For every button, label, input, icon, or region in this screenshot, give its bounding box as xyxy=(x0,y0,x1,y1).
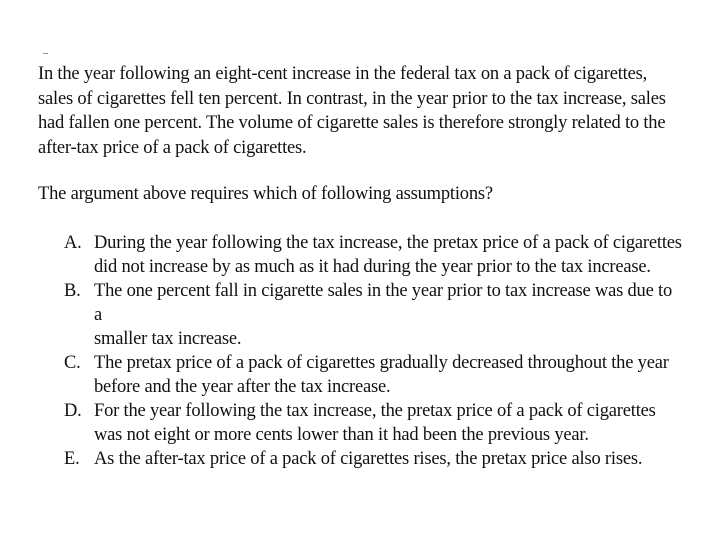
choice-letter: D. xyxy=(64,401,82,421)
answer-choice-e xyxy=(64,447,684,471)
stray-mark xyxy=(43,53,48,54)
answer-choice-d xyxy=(64,399,684,447)
passage-text: In the year following an eight-cent increase in the federal tax on a pack of cigarettes, sales of cigarettes fell ten percent. In contrast, in the year prior to the tax increase, sales had fallen one percent. The volume of cigarette sales is therefore strongly related to the after-tax price of a pack of cigarettes. xyxy=(38,64,666,158)
question-stem: The argument above requires which of following assumptions? xyxy=(38,184,493,204)
answer-choices-list xyxy=(64,231,684,471)
answer-choice-b xyxy=(64,279,684,351)
choice-text: For the year following the tax increase, the pretax price of a pack of cigarettes was not eight or more cents lower than it had been the previous year. xyxy=(94,401,656,445)
answer-choice-c xyxy=(64,351,684,399)
choice-text: As the after-tax price of a pack of cigarettes rises, the pretax price also rises. xyxy=(94,449,643,469)
choice-text: The pretax price of a pack of cigarettes gradually decreased throughout the year before and the year after the tax increase. xyxy=(94,353,669,397)
choice-letter: B. xyxy=(64,281,81,301)
choice-text: During the year following the tax increase, the pretax price of a pack of cigarettes did not increase by as much as it had during the year prior to the tax increase. xyxy=(94,233,682,277)
choice-letter: C. xyxy=(64,353,81,373)
choice-letter: A. xyxy=(64,233,82,253)
choice-letter: E. xyxy=(64,449,80,469)
answer-choice-a xyxy=(64,231,684,279)
choice-text: The one percent fall in cigarette sales in the year prior to tax increase was due to a smaller tax increase. xyxy=(94,281,673,349)
